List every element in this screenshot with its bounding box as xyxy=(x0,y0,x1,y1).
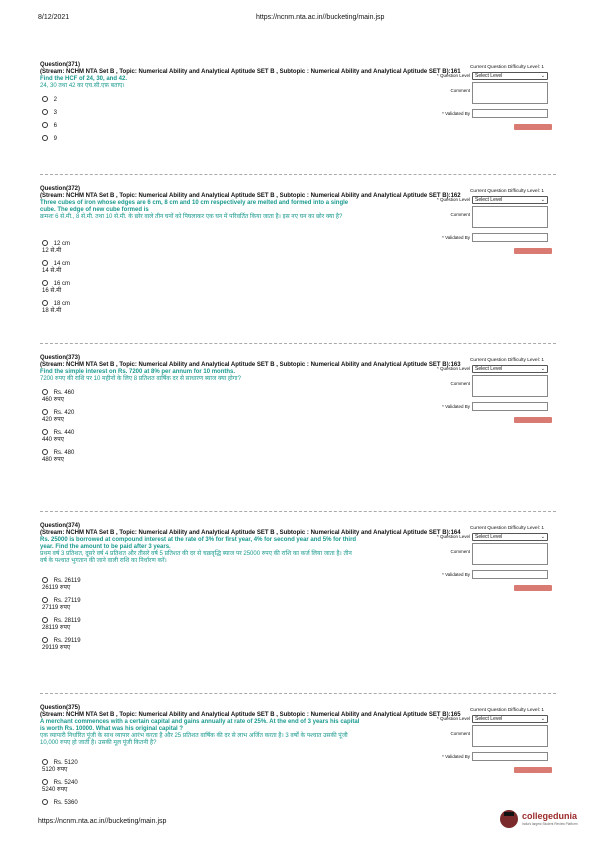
difficulty-level: Current Question Difficulty Level: 1 xyxy=(469,65,544,70)
answer-option[interactable] xyxy=(42,300,70,315)
question-text-hindi: 24, 30 तथा 42 का एच.सी.एफ़ बताए। xyxy=(40,83,125,89)
answer-option[interactable] xyxy=(42,449,74,464)
radio-button[interactable] xyxy=(42,109,48,115)
option-label-hindi: 420 रुपए xyxy=(42,417,64,423)
question-text-english: Find the simple interest on Rs. 7200 at 8% per annum for 10 months. xyxy=(40,369,236,375)
option-label: Rs. 27119 xyxy=(53,598,81,604)
question-block xyxy=(40,186,556,346)
option-label-hindi: 12 से.मी xyxy=(42,248,62,254)
collegedunia-logo xyxy=(500,808,590,832)
option-label-hindi: 28119 रुपए xyxy=(42,625,71,631)
validated-by-label: * Validated By xyxy=(442,572,470,577)
select-value: Select Level xyxy=(475,197,503,203)
option-label-hindi: 27119 रुपए xyxy=(42,605,71,611)
question-text-hindi: 7200 रुपए की राशि पर 10 महीनों के लिए 8 प्रतिशत वार्षिक दर से साधारण ब्याज क्या होगा? xyxy=(40,376,241,382)
comment-field[interactable] xyxy=(472,725,548,747)
validated-by-field[interactable] xyxy=(472,109,548,118)
option-label: Rs. 420 xyxy=(53,410,75,416)
chevron-down-icon: ⌄ xyxy=(540,197,545,203)
comment-field[interactable] xyxy=(472,375,548,397)
option-label-hindi: 29119 रुपए xyxy=(42,645,71,651)
option-label: 12 cm xyxy=(53,241,71,247)
select-value: Select Level xyxy=(475,534,503,540)
graduation-cap-icon xyxy=(504,812,514,816)
logo-brand-text: collegedunia xyxy=(522,811,578,821)
answer-option[interactable] xyxy=(42,799,78,807)
submit-button[interactable]: SUBMIT xyxy=(514,417,552,423)
validated-by-label: * Validated By xyxy=(442,111,470,116)
question-title: Question(371) xyxy=(40,62,81,68)
print-url: https://ncnm.nta.ac.in//bucketing/main.jsp xyxy=(256,14,385,21)
radio-button[interactable] xyxy=(42,759,48,765)
question-level-label: * Question Level xyxy=(436,197,470,202)
comment-label: Comment xyxy=(450,212,470,217)
question-text-english: Find the HCF of 24, 30, and 42. xyxy=(40,76,128,82)
question-title: Question(375) xyxy=(40,705,81,711)
radio-button[interactable] xyxy=(42,240,48,246)
question-level-label: * Question Level xyxy=(436,366,470,371)
option-label: 14 cm xyxy=(53,261,71,267)
submit-button[interactable]: SUBMIT xyxy=(514,585,552,591)
options-list xyxy=(42,759,78,812)
chevron-down-icon: ⌄ xyxy=(540,716,545,722)
question-divider xyxy=(40,174,556,175)
radio-button[interactable] xyxy=(42,280,48,286)
question-level-select[interactable] xyxy=(472,72,548,80)
question-title: Question(373) xyxy=(40,355,81,361)
option-label: 3 xyxy=(53,110,58,116)
question-stream: (Stream: NCHM NTA Set B , Topic: Numerical Ability and Analytical Aptitude SET B , Subtopic : Numerical Ability and Analytical Aptitude SET B):165 xyxy=(40,712,461,718)
question-text xyxy=(40,369,360,383)
answer-option[interactable] xyxy=(42,409,74,424)
option-label: Rs. 460 xyxy=(53,390,75,396)
option-label: 16 cm xyxy=(53,281,71,287)
option-label: Rs. 5120 xyxy=(53,760,78,766)
option-label-hindi: 480 रुपए xyxy=(42,457,64,463)
comment-label: Comment xyxy=(450,549,470,554)
difficulty-level: Current Question Difficulty Level: 1 xyxy=(469,358,544,363)
validated-by-field[interactable] xyxy=(472,752,548,761)
option-label: Rs. 5360 xyxy=(53,800,78,806)
chevron-down-icon: ⌄ xyxy=(540,73,545,79)
answer-option[interactable] xyxy=(42,240,70,255)
question-text xyxy=(40,537,360,565)
validated-by-field[interactable] xyxy=(472,233,548,242)
option-label-hindi: 460 रुपए xyxy=(42,397,64,403)
comment-field[interactable] xyxy=(472,206,548,228)
answer-option[interactable] xyxy=(42,617,81,632)
question-text xyxy=(40,200,360,221)
difficulty-level: Current Question Difficulty Level: 1 xyxy=(469,708,544,713)
validated-by-field[interactable] xyxy=(472,402,548,411)
option-label: Rs. 26119 xyxy=(53,578,81,584)
option-label-hindi: 440 रुपए xyxy=(42,437,64,443)
select-value: Select Level xyxy=(475,716,503,722)
chevron-down-icon: ⌄ xyxy=(540,366,545,372)
question-divider xyxy=(40,511,556,512)
option-label-hindi: 18 से.मी xyxy=(42,308,62,314)
answer-option[interactable] xyxy=(42,109,57,117)
radio-button[interactable] xyxy=(42,300,48,306)
radio-button[interactable] xyxy=(42,135,48,141)
question-level-select[interactable] xyxy=(472,533,548,541)
option-label-hindi: 16 से.मी xyxy=(42,288,62,294)
question-title: Question(374) xyxy=(40,523,81,529)
question-level-label: * Question Level xyxy=(436,716,470,721)
validated-by-field[interactable] xyxy=(472,570,548,579)
validated-by-label: * Validated By xyxy=(442,404,470,409)
footer-url: https://ncnm.nta.ac.in//bucketing/main.jsp xyxy=(38,818,167,825)
question-text xyxy=(40,719,360,747)
question-block xyxy=(40,355,556,515)
question-text-hindi: क्रमशः 6 से.मी., 8 से.मी. तथा 10 से.मी. के छोर वाले तीन घनों को पिघलाकर एक घन में परिवर्तित किया जाता है। इस नए घन का छोर क्या है? xyxy=(40,214,343,220)
radio-button[interactable] xyxy=(42,799,48,805)
answer-option[interactable] xyxy=(42,135,57,143)
logo-tagline: India's largest Student Review Platform xyxy=(522,822,578,826)
comment-label: Comment xyxy=(450,381,470,386)
radio-button[interactable] xyxy=(42,577,48,583)
option-label: 9 xyxy=(53,136,58,142)
difficulty-level: Current Question Difficulty Level: 1 xyxy=(469,189,544,194)
comment-field[interactable] xyxy=(472,543,548,565)
print-date: 8/12/2021 xyxy=(38,14,70,21)
answer-option[interactable] xyxy=(42,260,70,275)
select-value: Select Level xyxy=(475,366,503,372)
option-label-hindi: 14 से.मी xyxy=(42,268,62,274)
question-text-english: Rs. 25000 is borrowed at compound interest at the rate of 3% for first year, 4% for second year and 5% for third year. Find the amount to be paid after 3 years. xyxy=(40,537,357,550)
options-list xyxy=(42,577,81,657)
validated-by-label: * Validated By xyxy=(442,754,470,759)
option-label-hindi: 26119 रुपए xyxy=(42,585,71,591)
answer-option[interactable] xyxy=(42,759,78,774)
question-stream: (Stream: NCHM NTA Set B , Topic: Numerical Ability and Analytical Aptitude SET B , Subtopic : Numerical Ability and Analytical Aptitude SET B):163 xyxy=(40,362,461,368)
answer-option[interactable] xyxy=(42,429,74,444)
options-list xyxy=(42,96,57,148)
answer-option[interactable] xyxy=(42,389,74,404)
options-list xyxy=(42,389,74,469)
question-stream: (Stream: NCHM NTA Set B , Topic: Numerical Ability and Analytical Aptitude SET B , Subtopic : Numerical Ability and Analytical Aptitude SET B):164 xyxy=(40,530,461,536)
radio-button[interactable] xyxy=(42,429,48,435)
question-stream: (Stream: NCHM NTA Set B , Topic: Numerical Ability and Analytical Aptitude SET B , Subtopic : Numerical Ability and Analytical Aptitude SET B):161 xyxy=(40,69,461,75)
submit-button[interactable]: SUBMIT xyxy=(514,124,552,130)
question-level-select[interactable] xyxy=(472,715,548,723)
option-label: 2 xyxy=(53,97,58,103)
radio-button[interactable] xyxy=(42,637,48,643)
difficulty-level: Current Question Difficulty Level: 1 xyxy=(469,526,544,531)
option-label: 6 xyxy=(53,123,58,129)
radio-button[interactable] xyxy=(42,449,48,455)
answer-option[interactable] xyxy=(42,637,81,652)
question-level-label: * Question Level xyxy=(436,73,470,78)
option-label: Rs. 29119 xyxy=(53,638,81,644)
question-text xyxy=(40,76,360,90)
radio-button[interactable] xyxy=(42,617,48,623)
radio-button[interactable] xyxy=(42,409,48,415)
question-divider xyxy=(40,343,556,344)
answer-option[interactable] xyxy=(42,280,70,295)
radio-button[interactable] xyxy=(42,260,48,266)
answer-option[interactable] xyxy=(42,779,78,794)
question-level-select[interactable] xyxy=(472,196,548,204)
question-level-label: * Question Level xyxy=(436,534,470,539)
comment-label: Comment xyxy=(450,731,470,736)
option-label: Rs. 28119 xyxy=(53,618,81,624)
option-label-hindi: 5240 रुपए xyxy=(42,787,68,793)
question-divider xyxy=(40,693,556,694)
answer-option[interactable] xyxy=(42,96,57,104)
answer-option[interactable] xyxy=(42,122,57,130)
select-value: Select Level xyxy=(475,73,503,79)
answer-option[interactable] xyxy=(42,577,81,592)
radio-button[interactable] xyxy=(42,597,48,603)
radio-button[interactable] xyxy=(42,122,48,128)
question-text-english: A merchant commences with a certain capital and gains annually at rate of 25%. At the end of 3 years his capital is worth Rs. 10000. What was his original capital ? xyxy=(40,719,360,732)
question-text-english: Three cubes of iron whose edges are 6 cm, 8 cm and 10 cm respectively are melted and formed into a single cube. The edge of new cube formed is xyxy=(40,200,349,213)
option-label: Rs. 480 xyxy=(53,450,75,456)
question-stream: (Stream: NCHM NTA Set B , Topic: Numerical Ability and Analytical Aptitude SET B , Subtopic : Numerical Ability and Analytical Aptitude SET B):162 xyxy=(40,193,461,199)
radio-button[interactable] xyxy=(42,96,48,102)
comment-label: Comment xyxy=(450,88,470,93)
option-label: Rs. 5240 xyxy=(53,780,78,786)
chevron-down-icon: ⌄ xyxy=(540,534,545,540)
question-text-hindi: प्रथम वर्ष 3 प्रतिशत, दूसरे वर्ष 4 प्रतिशत और तीसरे वर्ष 5 प्रतिशत की दर से चक्रवृद्धि ब्याज पर 25000 रुपए की राशि का कर्ज लिया जाता है। तीन वर्ष के पश्चात भुगतान की जाने वाली राशि का निर्धारण करें। xyxy=(40,551,352,564)
option-label: Rs. 440 xyxy=(53,430,75,436)
submit-button[interactable]: SUBMIT xyxy=(514,248,552,254)
option-label-hindi: 5120 रुपए xyxy=(42,767,68,773)
validated-by-label: * Validated By xyxy=(442,235,470,240)
options-list xyxy=(42,240,70,320)
question-block xyxy=(40,523,556,683)
question-level-select[interactable] xyxy=(472,365,548,373)
radio-button[interactable] xyxy=(42,389,48,395)
radio-button[interactable] xyxy=(42,779,48,785)
question-text-hindi: एक व्यापारी निर्धारित पूंजी के साथ व्यापार आरंभ करता है और 25 प्रतिशत वार्षिक की दर से लाभ अर्जित करता है। 3 वर्षों के पश्चात उसकी पूंजी 10,000 रुपए हो जाती है। उसकी मूल पूंजी कितनी है? xyxy=(40,733,348,746)
answer-option[interactable] xyxy=(42,597,81,612)
submit-button[interactable]: SUBMIT xyxy=(514,767,552,773)
option-label: 18 cm xyxy=(53,301,71,307)
question-title: Question(372) xyxy=(40,186,81,192)
comment-field[interactable] xyxy=(472,82,548,104)
